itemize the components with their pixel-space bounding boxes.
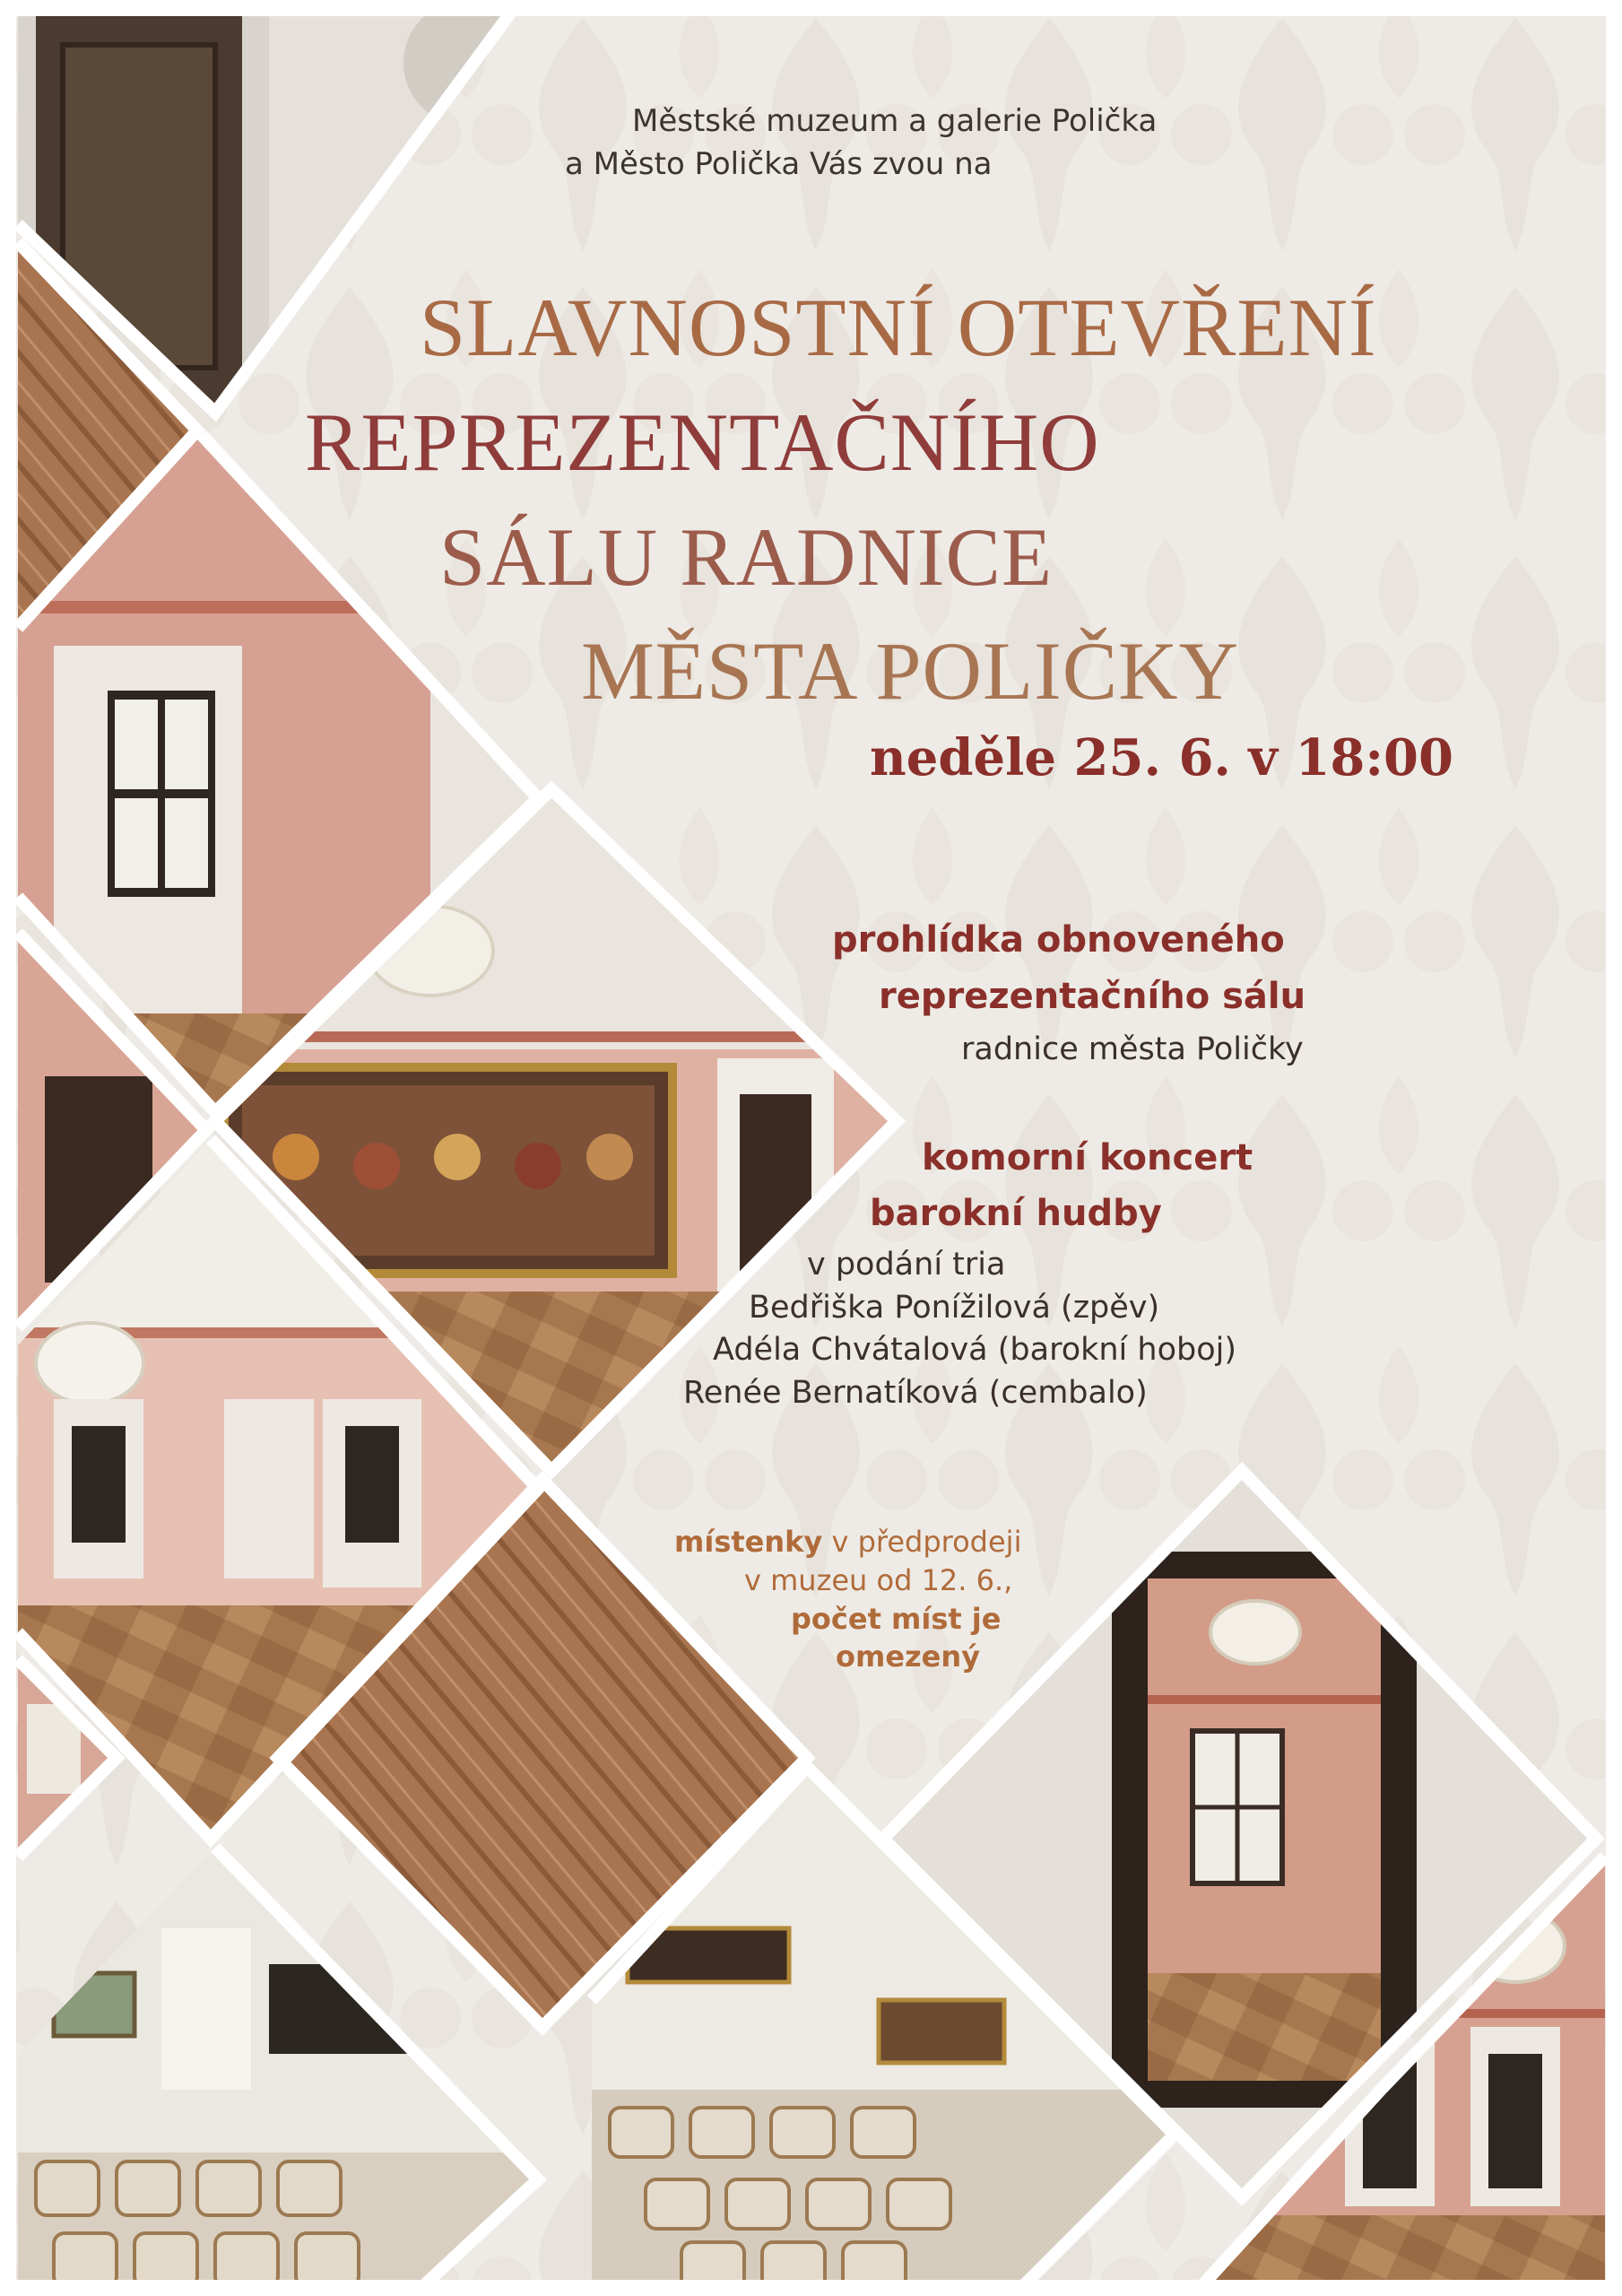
intro-line-1: Městské muzeum a galerie Polička (632, 103, 1158, 139)
title-line-2: REPREZENTAČNÍHO (305, 396, 1100, 488)
intro-line-2: a Město Polička Vás zvou na (565, 146, 993, 182)
performer-2: Adéla Chvátalová (barokní hoboj) (713, 1332, 1237, 1368)
tickets-line-3: počet míst je (791, 1602, 1002, 1636)
tickets-word: místenky (674, 1525, 823, 1559)
title-line-4: MĚSTA POLIČKY (581, 625, 1240, 717)
tickets-line-2: v muzeu od 12. 6., (744, 1563, 1013, 1597)
performer-3: Renée Bernatíková (cembalo) (683, 1375, 1148, 1411)
tour-line-3: radnice města Poličky (961, 1031, 1304, 1067)
concert-line-3: v podání tria (807, 1247, 1006, 1283)
tickets-line-1-rest: v předprodeji (822, 1525, 1022, 1559)
performer-1: Bedřiška Ponížilová (zpěv) (749, 1290, 1160, 1326)
title-line-1: SLAVNOSTNÍ OTEVŘENÍ (420, 282, 1377, 373)
tour-line-1: prohlídka obnoveného (832, 919, 1285, 961)
title-line-3: SÁLU RADNICE (439, 511, 1054, 603)
event-date: neděle 25. 6. v 18:00 (870, 728, 1453, 787)
tickets-line-4: omezený (836, 1639, 980, 1674)
tickets-line-1 (674, 1525, 1021, 1559)
concert-line-1: komorní koncert (922, 1137, 1253, 1178)
concert-line-2: barokní hudby (870, 1193, 1162, 1234)
tour-line-2: reprezentačního sálu (879, 976, 1306, 1017)
